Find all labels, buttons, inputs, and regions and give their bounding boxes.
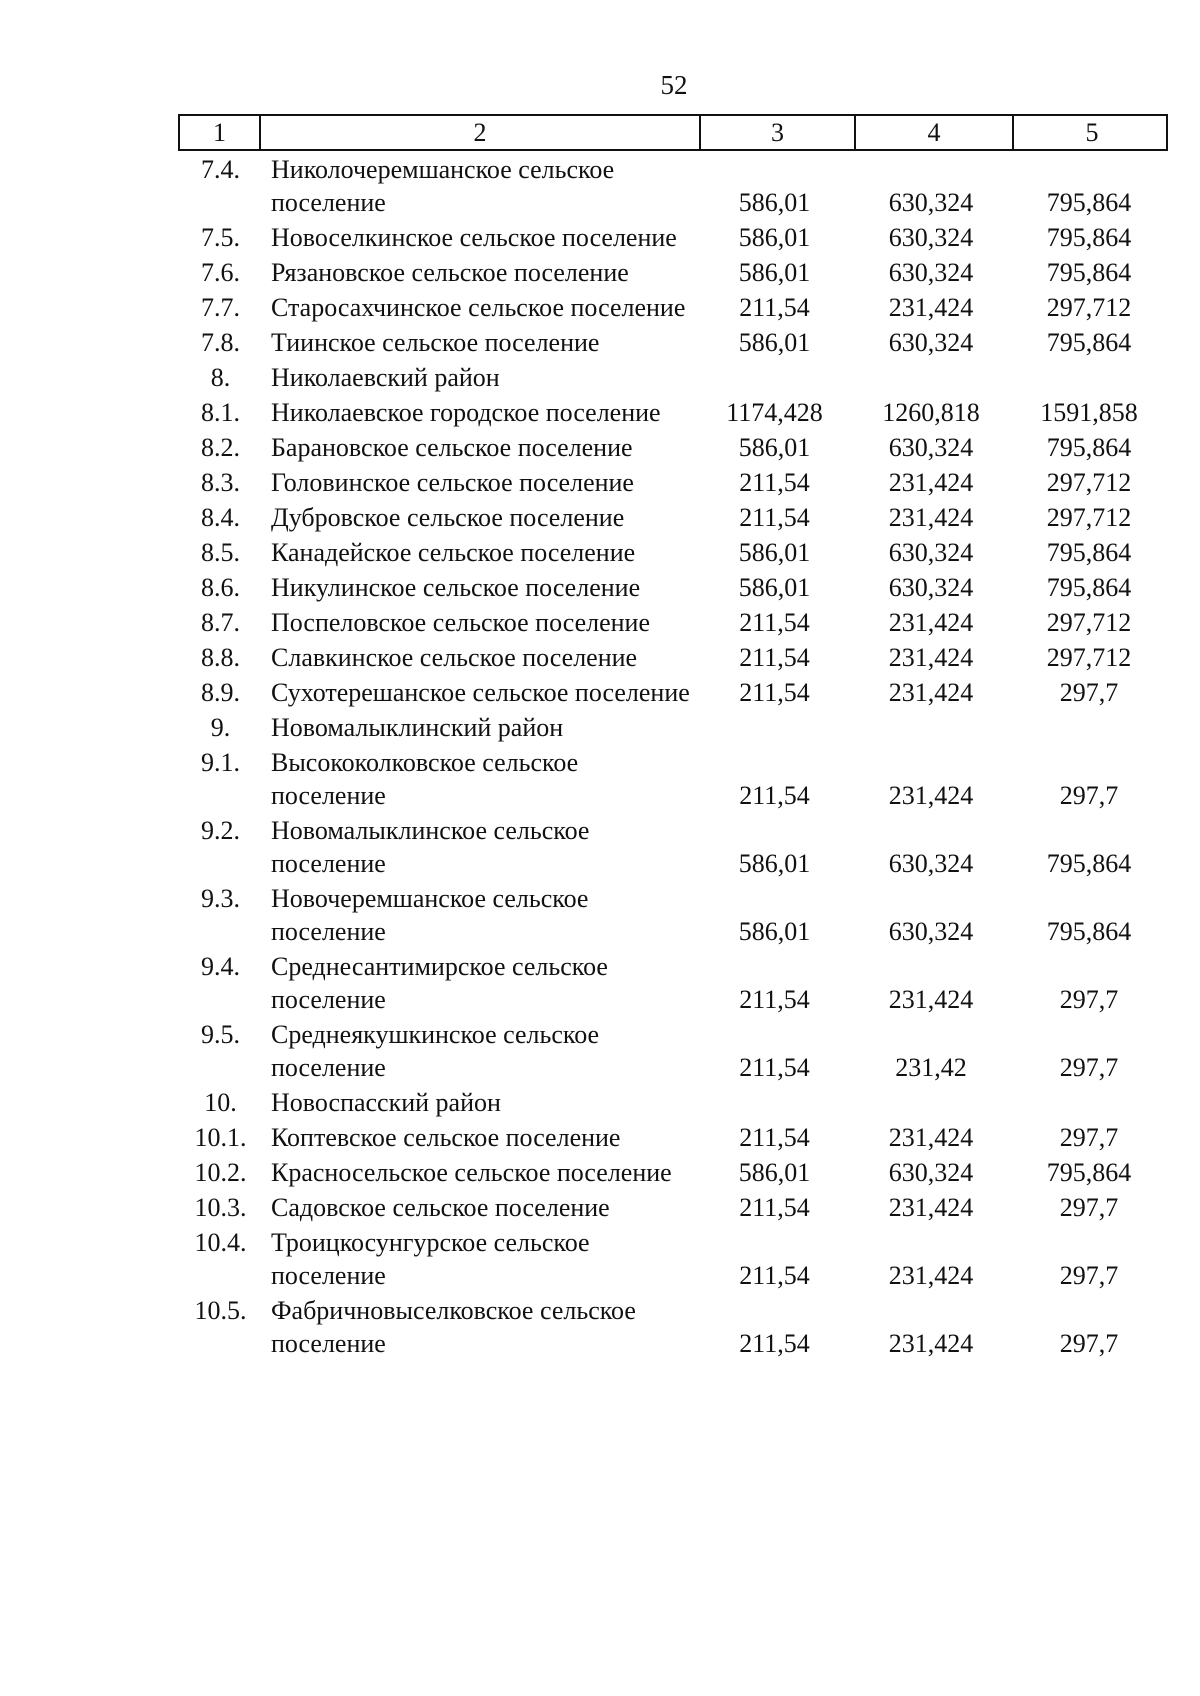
value-col-4: 630,324 (888, 1158, 974, 1187)
value-col-3: 211,54 (739, 1193, 810, 1222)
settlement-name: Садовское сельское поселение (271, 1193, 610, 1222)
value-col-4: 630,324 (888, 917, 974, 946)
row-number: 8.9. (201, 678, 240, 707)
settlement-name: Рязановское сельское поселение (271, 258, 629, 287)
table-row (178, 1086, 1168, 1119)
table-row (178, 501, 1168, 534)
table-row (178, 711, 1168, 744)
value-col-4: 630,324 (888, 328, 974, 357)
value-col-3: 211,54 (739, 678, 810, 707)
value-col-3: 211,54 (739, 985, 810, 1014)
settlement-name: Головинское сельское поселение (271, 468, 634, 497)
table-row (178, 291, 1168, 324)
value-col-3: 211,54 (739, 1053, 810, 1082)
value-col-5: 297,7 (1059, 1053, 1119, 1082)
value-col-3: 211,54 (739, 468, 810, 497)
table-row (178, 641, 1168, 674)
value-col-4: 630,324 (888, 258, 974, 287)
row-number: 10. (204, 1088, 237, 1117)
column-header: 3 (699, 116, 854, 149)
table-row (178, 571, 1168, 604)
value-col-4: 630,324 (888, 538, 974, 567)
value-col-3: 586,01 (738, 538, 811, 567)
settlement-name: Старосахчинское сельское поселение (271, 293, 686, 322)
value-col-5: 795,864 (1046, 328, 1132, 357)
settlement-name: Славкинское сельское поселение (271, 643, 638, 672)
value-col-4: 231,424 (888, 468, 974, 497)
settlement-name: Новочеремшанское сельское поселение (271, 884, 589, 946)
table-row (178, 256, 1168, 289)
settlement-name: Дубровское сельское поселение (271, 503, 625, 532)
settlements-table (178, 114, 1168, 1360)
value-col-4: 231,424 (888, 1193, 974, 1222)
row-number: 9.3. (201, 884, 240, 913)
column-header: 5 (1012, 116, 1170, 149)
row-number: 8.7. (201, 608, 240, 637)
row-number: 8.2. (201, 433, 240, 462)
row-number: 9.2. (201, 816, 240, 845)
value-col-5: 795,864 (1046, 1158, 1132, 1187)
value-col-5: 795,864 (1046, 573, 1132, 602)
column-header: 1 (213, 118, 226, 147)
settlement-name: Новоселкинское сельское поселение (271, 223, 677, 252)
settlement-name: Сухотерешанское сельское поселение (271, 678, 690, 707)
value-col-3: 211,54 (739, 1261, 810, 1290)
value-col-3: 586,01 (738, 328, 811, 357)
table-row (178, 1294, 1168, 1360)
table-row (178, 466, 1168, 499)
row-number: 8.6. (201, 573, 240, 602)
table-row (178, 326, 1168, 359)
value-col-3: 586,01 (738, 573, 811, 602)
settlement-name: Новоспасский район (271, 1088, 501, 1117)
row-number: 7.5. (201, 223, 240, 252)
table-row (178, 676, 1168, 709)
value-col-5: 297,7 (1059, 1123, 1119, 1152)
value-col-4: 630,324 (888, 223, 974, 252)
value-col-4: 231,424 (888, 1123, 974, 1152)
value-col-4: 231,424 (888, 781, 974, 810)
value-col-5: 795,864 (1046, 258, 1132, 287)
table-row (178, 882, 1168, 948)
settlement-name: Тиинское сельское поселение (271, 328, 600, 357)
value-col-4: 1260,818 (882, 398, 980, 427)
row-number: 8.1. (201, 398, 240, 427)
value-col-5: 1591,858 (1040, 398, 1138, 427)
table-row (178, 1018, 1168, 1084)
table-row (178, 950, 1168, 1016)
row-number: 7.4. (201, 155, 240, 184)
table-row (178, 606, 1168, 639)
settlement-name: Поспеловское сельское поселение (271, 608, 651, 637)
value-col-5: 297,712 (1046, 293, 1132, 322)
settlement-name: Канадейское сельское поселение (271, 538, 636, 567)
value-col-5: 297,7 (1059, 1193, 1119, 1222)
column-header: 4 (854, 116, 1012, 149)
row-number: 10.2. (194, 1158, 247, 1187)
row-number: 8.5. (201, 538, 240, 567)
row-number: 7.7. (201, 293, 240, 322)
settlement-name: Среднесантимирское сельское поселение (271, 952, 608, 1014)
value-col-3: 211,54 (739, 781, 810, 810)
table-row (178, 221, 1168, 254)
value-col-3: 586,01 (738, 258, 811, 287)
value-col-4: 630,324 (888, 433, 974, 462)
value-col-4: 231,424 (888, 503, 974, 532)
settlement-name: Коптевское сельское поселение (271, 1123, 621, 1152)
value-col-3: 586,01 (738, 917, 811, 946)
table-header (178, 114, 1168, 151)
value-col-3: 1174,428 (726, 398, 823, 427)
settlement-name: Новомалыклинский район (271, 713, 564, 742)
value-col-5: 297,7 (1059, 678, 1119, 707)
value-col-4: 630,324 (888, 573, 974, 602)
value-col-5: 795,864 (1046, 538, 1132, 567)
table-body (178, 153, 1168, 1360)
value-col-3: 211,54 (739, 1329, 810, 1358)
row-number: 8. (210, 363, 231, 392)
value-col-5: 297,7 (1059, 1329, 1119, 1358)
table-row (178, 361, 1168, 394)
value-col-5: 297,712 (1046, 468, 1132, 497)
settlement-name: Среднеякушкинское сельское поселение (271, 1020, 600, 1082)
table-row (178, 1156, 1168, 1189)
table-row (178, 1121, 1168, 1154)
page-number: 52 (660, 70, 688, 100)
settlement-name: Николаевский район (271, 363, 500, 392)
table-row (178, 746, 1168, 812)
value-col-3: 211,54 (739, 503, 810, 532)
value-col-4: 630,324 (888, 849, 974, 878)
row-number: 10.4. (194, 1228, 247, 1257)
row-number: 10.3. (194, 1193, 247, 1222)
value-col-4: 231,42 (895, 1053, 967, 1082)
table-row (178, 814, 1168, 880)
value-col-4: 231,424 (888, 293, 974, 322)
row-number: 8.3. (201, 468, 240, 497)
value-col-5: 795,864 (1046, 188, 1132, 217)
value-col-4: 231,424 (888, 643, 974, 672)
row-number: 10.5. (194, 1296, 247, 1325)
row-number: 8.4. (201, 503, 240, 532)
value-col-4: 231,424 (888, 1261, 974, 1290)
row-number: 10.1. (194, 1123, 247, 1152)
row-number: 9.1. (201, 748, 240, 777)
table-row (178, 396, 1168, 429)
row-number: 7.8. (201, 328, 240, 357)
settlement-name: Николаевское городское поселение (271, 398, 661, 427)
settlement-name: Никулинское сельское поселение (271, 573, 641, 602)
value-col-3: 586,01 (738, 223, 811, 252)
table-row (178, 153, 1168, 219)
value-col-3: 211,54 (739, 293, 810, 322)
settlement-name: Фабричновыселковское сельское поселение (271, 1296, 636, 1358)
settlement-name: Барановское сельское поселение (271, 433, 633, 462)
value-col-5: 297,7 (1059, 985, 1119, 1014)
row-number: 9.4. (201, 952, 240, 981)
table-row (178, 1226, 1168, 1292)
table-row (178, 431, 1168, 464)
settlement-name: Троицкосунгурское сельское поселение (271, 1228, 590, 1290)
row-number: 7.6. (201, 258, 240, 287)
table-row (178, 1191, 1168, 1224)
value-col-5: 795,864 (1046, 223, 1132, 252)
row-number: 9.5. (201, 1020, 240, 1049)
value-col-5: 795,864 (1046, 433, 1132, 462)
value-col-3: 211,54 (739, 608, 810, 637)
value-col-4: 231,424 (888, 678, 974, 707)
value-col-3: 211,54 (739, 643, 810, 672)
settlement-name: Новомалыклинское сельское поселение (271, 816, 590, 878)
value-col-3: 586,01 (738, 433, 811, 462)
value-col-4: 231,424 (888, 608, 974, 637)
value-col-5: 297,7 (1059, 781, 1119, 810)
value-col-4: 630,324 (888, 188, 974, 217)
settlement-name: Николочеремшанское сельское поселение (271, 155, 615, 217)
value-col-5: 297,712 (1046, 608, 1132, 637)
row-number: 9. (210, 713, 231, 742)
value-col-3: 586,01 (738, 1158, 811, 1187)
value-col-4: 231,424 (888, 985, 974, 1014)
value-col-5: 795,864 (1046, 849, 1132, 878)
value-col-5: 297,712 (1046, 503, 1132, 532)
table-row (178, 536, 1168, 569)
column-header: 2 (259, 116, 699, 149)
value-col-5: 297,7 (1059, 1261, 1119, 1290)
row-number: 8.8. (201, 643, 240, 672)
value-col-5: 297,712 (1046, 643, 1132, 672)
value-col-3: 211,54 (739, 1123, 810, 1152)
value-col-3: 586,01 (738, 188, 811, 217)
settlement-name: Высококолковское сельское поселение (271, 748, 579, 810)
settlement-name: Красносельское сельское поселение (271, 1158, 672, 1187)
value-col-5: 795,864 (1046, 917, 1132, 946)
value-col-4: 231,424 (888, 1329, 974, 1358)
value-col-3: 586,01 (738, 849, 811, 878)
